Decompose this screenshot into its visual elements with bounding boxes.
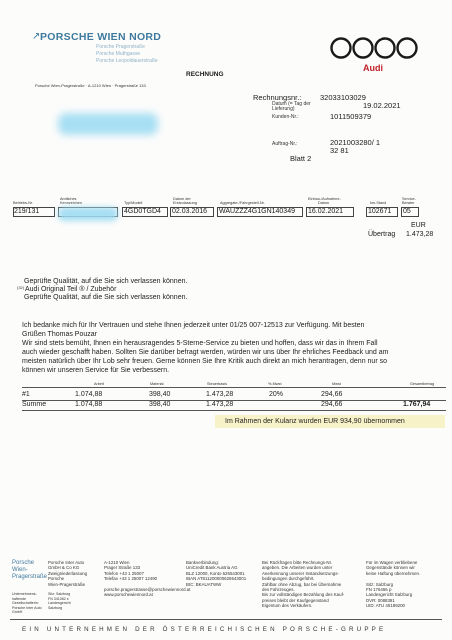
message-line-3: Wir sind stets bemüht, Ihnen ein herausragendes 5-Sterne-Service zu bieten und hoffen, dass wir das in Ihrem Fall [22,340,378,347]
quality-note-marker: (32) [17,285,25,290]
auftrag-label: Auftrag-Nr.: [272,141,298,147]
service-value: 05 [403,208,411,215]
footer-line: Anerkennung unserer Instandsetzungs- [262,570,339,576]
footer-line: Landesgericht [48,601,71,606]
message-line-4: auch wieder geschafft haben. Sollten Sie darüber befragt werden, würden wir uns über Ihr ehrliches Feedback und am [22,349,389,356]
footer-line: bedingungen durchgeführt. [262,576,315,582]
redacted-license-plate [58,207,118,221]
uebertrag-value: 1.473,28 [406,231,434,238]
footer-line: FN 341082 s [48,596,69,601]
footer-line: DVR: 0088391 [366,597,395,603]
footer-line: Sitz: Salzburg [48,592,71,596]
footer-line: Gesellschafterin: [12,601,39,606]
sum-header-gesamt: Gesamtbetrag [410,382,435,386]
col-fahrgestell-label: Aggregate-/Fahrgestell-Nr. [220,201,265,205]
quality-note-2: Audi Original Teil ® / Zubehör [25,286,117,293]
grand-total: 1.767,94 [403,401,431,408]
kunden-value: 1011509379 [330,112,372,121]
footer-line: Zweigniederlassung [48,570,88,576]
footer-line: Landesgericht Salzburg [366,592,413,598]
quality-note-3: Geprüfte Qualität, auf die Sie sich verlassen können. [24,294,188,301]
footer-line: preises bleibt der Kaufgegenstand [262,597,329,603]
kunden-label: Kunden-Nr.: [272,114,299,120]
sum-header-material: Material [150,382,164,386]
footer-line: Wien-Pragerstraße [48,581,86,587]
sum-cell: 398,40 [149,391,171,398]
footer-sitz [48,592,71,610]
sum-header-mwst: Mwst [332,382,341,386]
kulanz-note: Im Rahmen der Kulanz wurden EUR 934,90 übernommen [225,418,405,425]
col-datum-label-2: Erstzulassung [173,201,197,205]
document-title: RECHNUNG [186,71,224,78]
porsche-arrow-icon: ↗ [32,31,41,42]
footer-line: BLZ 12000, Konto 626543001 [186,570,245,576]
col-datum-label-1: Datum der [173,197,191,201]
footer-company [48,560,87,587]
dealer-name: PORSCHE WIEN NORD [40,31,162,43]
footer-porsche-brand [12,560,47,581]
footer-line: angeben. Die Arbeiten wurden unter [262,565,333,571]
sum-header-steuerbasis: Steuerbasis [207,382,228,386]
dealer-street-1: Porsche Pragerstraße [96,44,145,50]
footer-line: UID: ATU 45189200 [366,603,405,609]
redacted-customer-address [58,113,158,135]
auftrag-value-2: 32 81 [330,146,349,155]
col-betriebs-label: Betriebs-Nr. [13,201,34,205]
dealer-street-2: Porsche Muthgasse [96,51,141,57]
sum-cell: 1.473,28 [206,391,234,398]
message-line-1: Ich bedanke mich für Ihr Vertrauen und stehe Ihnen jederzeit unter 01/25 007-12513 zur Verfügung. Mit besten [22,322,365,329]
uebertrag-label: Übertrag [368,231,396,238]
sum-cell: 1.473,28 [206,401,234,408]
footer-website[interactable]: www.porschewiennord.at [104,592,153,598]
km-value: 102671 [368,208,392,215]
rechnung-label: Rechnungsnr.: [253,93,302,102]
col-km-label: km-Stand [370,201,387,205]
footer-line: Bankverbindung: [186,560,219,565]
datum-label-2: Lieferung) [272,106,295,112]
col-einbau-label-1: Einbau-/Aufnahme- [308,197,341,201]
footer-email[interactable]: porsche.pragerstrasse@porschewiennord.at [104,587,191,593]
footer-line: haftende [12,596,26,601]
footer-line: Porsche Inter Auto [12,605,42,610]
dealer-street-3: Porsche Leopoldauerstraße [96,58,158,64]
sender-address-line: Porsche Wien-Pragerstraße · A-1210 Wien · Pragerstraße 133 [35,83,146,88]
sum-header-mwst-percent: %-Mwst [268,382,282,386]
col-kennzeichen-label-2: Kennzeichen [60,201,82,205]
sum-cell: 294,66 [321,391,343,398]
sum-cell: Summe [22,401,47,408]
footer-line: keine Haftung übernehmen. [366,570,421,576]
footer-line: Porsche [48,576,65,582]
einbau-value: 16.02.2021 [308,208,344,215]
footer-line: Zahlbar ohne Abzug, bar bei Übernahme [262,581,342,587]
footer-liability [366,560,420,609]
footer-group-tagline: EIN UNTERNEHMEN DER ÖSTERREICHISCHEN PORSCHE-GRUPPE [22,626,387,633]
datum-label-1: Datum (= Tag der [272,101,311,107]
footer-line: IBAN AT811200000626543001 [186,576,247,582]
footer-brand-line: Wien- [12,567,28,573]
message-line-2: Grüßen Thomas Pouzar [22,331,97,338]
footer-line: Porsche Inter Auto [48,560,85,565]
rechnung-value: 32033103029 [320,93,366,102]
datum-value-cell: 02.03.2016 [172,208,208,215]
footer-line: GmbH & Co KG [48,565,80,571]
footer-brand-line: Pragerstraße [12,574,48,580]
footer-line: des Fahrzeuges. [262,587,295,593]
footer-line: GmbH [12,610,23,615]
footer-contact [104,560,190,598]
footer-brand-line: Porsche [12,560,35,566]
footer-line: Telefon +43 1 25007 [104,570,144,576]
sum-cell: #1 [22,391,30,398]
footer-line: Für im Wagen verbliebene [366,560,418,565]
message-line-5: meisten natürlich über Ihr Lob sehr freuen. Gerne können Sie Ihre Kritik auch direkt an mich herantragen, denn nur so [22,358,387,365]
footer-line: Sitz: Salzburg [366,581,394,587]
summary-bottom-rule [22,410,446,411]
footer-terms [262,560,344,609]
currency-label: EUR [411,222,426,229]
fahrgestell-value: WAUZZZ4G1GN140349 [219,208,295,215]
col-service-label-1: Service- [402,197,416,201]
footer-line: Bei Rückfragen bitte Rechnungs-Nr. [262,560,333,565]
footer-gesellschafter [12,592,42,615]
footer-line: Telefax +43 1 25007 12490 [104,576,158,582]
col-typ-label: Typ/Modell [124,201,143,205]
footer-line: Eigentum des Verkäufers. [262,603,313,609]
footer-line: BIC: BKAUATWW [186,581,222,587]
blatt-number: Blatt 2 [290,154,312,163]
footer-line: Gegenstände können wir [366,565,415,571]
audi-rings-logo [327,36,423,60]
sum-cell: 398,40 [149,401,171,408]
auftrag-value-1: 2021003280/ 1 [330,138,381,147]
footer-line: Salzburg [48,605,63,610]
typ-value: 4GD0TGD4 [124,208,161,215]
footer-divider [10,619,442,620]
datum-value: 19.02.2021 [363,101,401,110]
footer-line: Unternehmens- [12,592,37,596]
betriebs-value: 219/131 [14,208,40,215]
sum-cell: 1.074,88 [75,401,103,408]
footer-line: A-1210 Wien [104,560,130,565]
sum-cell: 20% [269,391,284,398]
footer-bank [186,560,246,587]
quality-note-1: Geprüfte Qualität, auf die Sie sich verlassen können. [24,278,188,285]
sum-cell: 1.074,88 [75,391,103,398]
message-line-6: können wir unseren Service für Sie verbessern. [22,367,170,374]
audi-wordmark: Audi [363,63,383,73]
footer-line: Bis zur vollständigen Bezahlung des Kauf- [262,592,345,598]
summary-top-rule [22,387,446,388]
sum-header-arbeit: Arbeit [94,382,104,386]
col-kennzeichen-label-1: Amtliches [60,197,77,201]
col-einbau-label-2: Datum [318,201,330,205]
footer-line: FN 176466 p [366,587,392,593]
footer-line: UniCredit Bank Austria AG [186,565,238,571]
col-service-label-2: Berater [402,201,415,205]
sum-cell: 294,66 [321,401,343,408]
footer-line: Prager Straße 133 [104,565,141,571]
